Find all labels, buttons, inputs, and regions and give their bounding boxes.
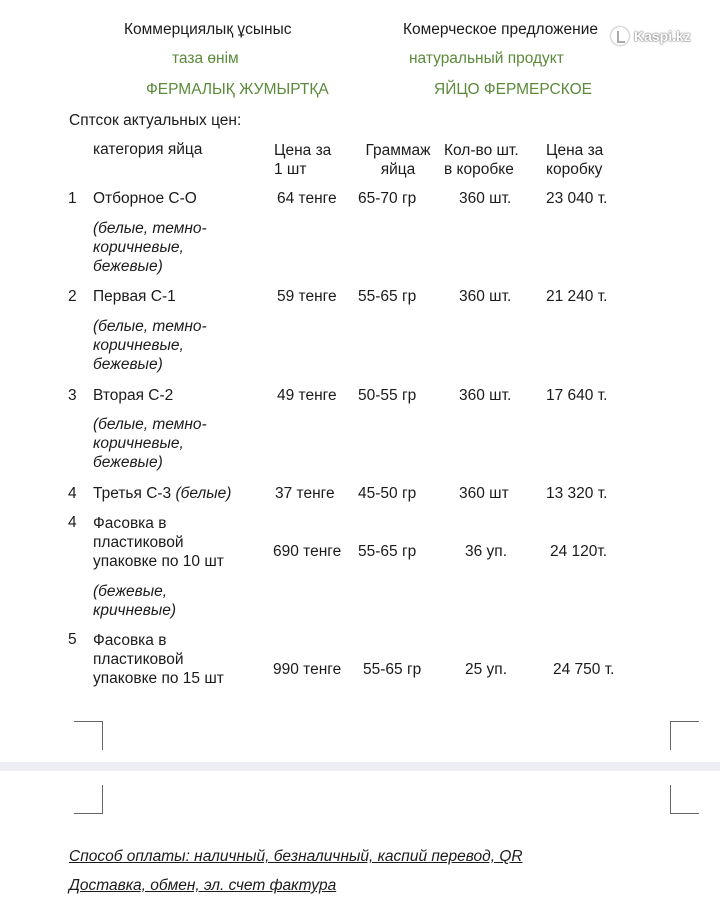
row-6-weight: 55-65 гр: [363, 661, 422, 678]
row-5-num: 4: [68, 514, 77, 531]
row-3-weight: 50-55 гр: [358, 387, 417, 404]
kz-product: ФЕРМАЛЫҚ ЖУМЫРТҚА: [146, 81, 329, 98]
row-1-num: 1: [68, 190, 77, 207]
kaspi-logo-icon: [611, 27, 629, 45]
row-1-qty: 360 шт.: [459, 190, 512, 207]
row-2-num: 2: [68, 288, 77, 305]
kz-subtitle: таза өнім: [172, 50, 239, 67]
row-1-note: (белые, темно- коричневые, бежевые): [93, 220, 207, 275]
page-break: [0, 762, 720, 771]
row-5-weight: 55-65 гр: [358, 543, 417, 560]
col-price-box: Цена за коробку: [546, 142, 604, 178]
row-2-qty: 360 шт.: [459, 288, 512, 305]
col-weight: Граммаж яйца: [365, 142, 431, 178]
page-corner-mark: [74, 785, 103, 814]
row-3-note: (белые, темно- коричневые, бежевые): [93, 416, 207, 471]
row-6-name: Фасовка в пластиковой упаковке по 15 шт: [93, 632, 224, 687]
col-qty: Кол-во шт. в коробке: [444, 142, 519, 178]
row-2-box: 21 240 т.: [546, 288, 608, 305]
row-2-weight: 55-65 гр: [358, 288, 417, 305]
page-corner-mark: [670, 785, 699, 814]
row-4-name: Третья С-3 (белые): [93, 485, 232, 502]
list-title: Сптсок актуальных цен:: [69, 112, 242, 129]
row-2-note: (белые, темно- коричневые, бежевые): [93, 318, 207, 373]
watermark-text: Kaspi.kz: [634, 28, 691, 44]
row-5-price: 690 тенге: [273, 543, 342, 560]
ru-product: ЯЙЦО ФЕРМЕРСКОЕ: [434, 81, 592, 98]
row-4-qty: 360 шт: [459, 485, 509, 502]
row-5-qty: 36 уп.: [465, 543, 507, 560]
page-corner-mark: [74, 721, 103, 750]
col-price-1: Цена за 1 шт: [274, 142, 332, 178]
watermark: [611, 27, 629, 45]
row-6-qty: 25 уп.: [465, 661, 507, 678]
row-3-qty: 360 шт.: [459, 387, 512, 404]
row-3-price: 49 тенге: [277, 387, 337, 404]
row-4-box: 13 320 т.: [546, 485, 608, 502]
row-6-num: 5: [68, 631, 77, 648]
row-3-box: 17 640 т.: [546, 387, 608, 404]
page-corner-mark: [670, 721, 699, 750]
row-3-num: 3: [68, 387, 77, 404]
row-3-name: Вторая С-2: [93, 387, 174, 404]
row-1-weight: 65-70 гр: [358, 190, 417, 207]
row-6-price: 990 тенге: [273, 661, 342, 678]
row-5-name: Фасовка в пластиковой упаковке по 10 шт: [93, 515, 224, 570]
row-4-name-note: (белые): [175, 485, 232, 502]
row-6-box: 24 750 т.: [553, 661, 615, 678]
row-2-price: 59 тенге: [277, 288, 337, 305]
row-4-price: 37 тенге: [275, 485, 335, 502]
row-1-name: Отборное С-О: [93, 190, 197, 207]
row-1-box: 23 040 т.: [546, 190, 608, 207]
ru-title: Комерческое предложение: [403, 21, 598, 38]
delivery-info: Доставка, обмен, эл. счет фактура: [69, 877, 337, 894]
ru-subtitle: натуральный продукт: [409, 50, 564, 67]
row-4-weight: 45-50 гр: [358, 485, 417, 502]
row-5-box: 24 120т.: [550, 543, 608, 560]
row-2-name: Первая С-1: [93, 288, 176, 305]
row-5-note: (бежевые, кричневые): [93, 583, 177, 619]
payment-methods: Способ оплаты: наличный, безналичный, каспий перевод, QR: [69, 848, 523, 865]
kz-title: Коммерциялық ұсыныс: [124, 21, 292, 38]
row-4-num: 4: [68, 485, 77, 502]
col-category: категория яйца: [93, 141, 203, 158]
row-1-price: 64 тенге: [277, 190, 337, 207]
